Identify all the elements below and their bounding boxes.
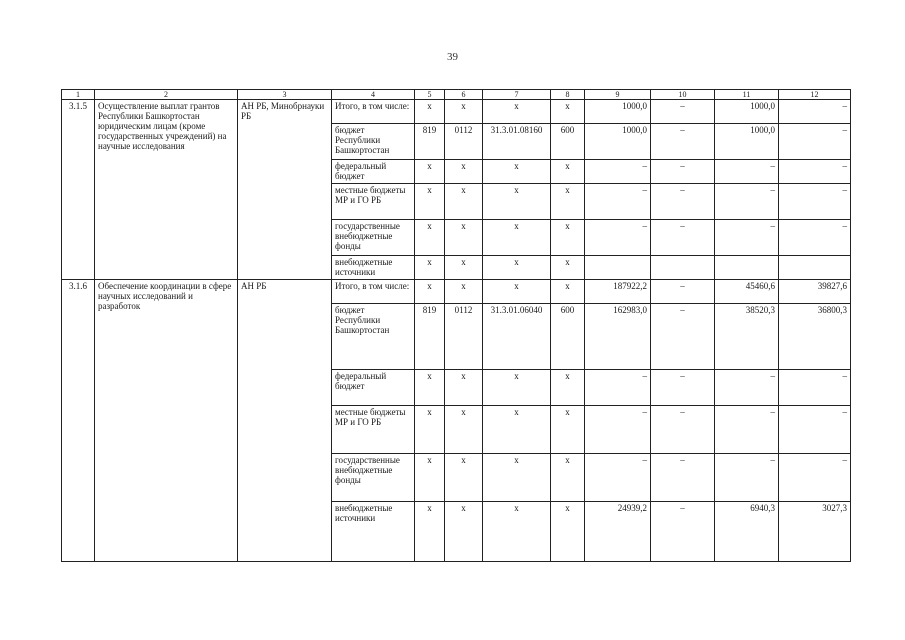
value-cell: 45460,6 (715, 280, 779, 304)
value-cell: 0112 (445, 304, 483, 370)
value-cell: – (651, 124, 715, 160)
column-header: 11 (715, 90, 779, 100)
value-cell: x (551, 502, 585, 562)
item-executor: АН РБ, Минобрнауки РБ (238, 100, 332, 280)
column-header: 7 (483, 90, 551, 100)
value-cell: 1000,0 (715, 124, 779, 160)
value-cell: 0112 (445, 124, 483, 160)
page-number: 39 (447, 51, 458, 63)
value-cell: – (651, 160, 715, 184)
value-cell: – (585, 220, 651, 256)
table-row (62, 280, 851, 304)
value-cell: x (551, 184, 585, 220)
value-cell: x (445, 220, 483, 256)
value-cell: x (415, 280, 445, 304)
funding-source-cell: бюджет Республики Башкортостан (332, 304, 415, 370)
value-cell: – (779, 184, 851, 220)
value-cell: x (551, 160, 585, 184)
value-cell: – (651, 454, 715, 502)
funding-source-cell: федеральный бюджет (332, 370, 415, 406)
value-cell: x (445, 502, 483, 562)
item-number: 3.1.6 (62, 280, 95, 562)
value-cell: – (715, 406, 779, 454)
value-cell: – (779, 124, 851, 160)
value-cell: – (779, 100, 851, 124)
value-cell: 187922,2 (585, 280, 651, 304)
value-cell: 36800,3 (779, 304, 851, 370)
column-header: 5 (415, 90, 445, 100)
value-cell: – (651, 370, 715, 406)
funding-source-cell: государственные внебюджетные фонды (332, 454, 415, 502)
value-cell: x (551, 100, 585, 124)
value-cell: x (445, 406, 483, 454)
column-header: 2 (95, 90, 238, 100)
value-cell: x (415, 406, 445, 454)
value-cell: – (779, 406, 851, 454)
value-cell: x (445, 100, 483, 124)
value-cell: 1000,0 (585, 100, 651, 124)
value-cell: 39827,6 (779, 280, 851, 304)
value-cell: – (585, 370, 651, 406)
value-cell: x (445, 184, 483, 220)
funding-source-cell: внебюджетные источники (332, 502, 415, 562)
value-cell: – (715, 184, 779, 220)
value-cell: x (551, 406, 585, 454)
value-cell: x (445, 370, 483, 406)
value-cell: x (415, 100, 445, 124)
value-cell: 38520,3 (715, 304, 779, 370)
value-cell: x (483, 406, 551, 454)
funding-source-cell: внебюджетные источники (332, 256, 415, 280)
budget-table (61, 89, 851, 562)
value-cell: x (483, 502, 551, 562)
column-header: 1 (62, 90, 95, 100)
value-cell: 600 (551, 304, 585, 370)
value-cell: 31.3.01.08160 (483, 124, 551, 160)
value-cell: – (715, 220, 779, 256)
value-cell: x (445, 280, 483, 304)
value-cell: x (483, 454, 551, 502)
value-cell: x (551, 454, 585, 502)
value-cell: x (483, 184, 551, 220)
value-cell: x (483, 220, 551, 256)
value-cell: x (415, 370, 445, 406)
value-cell: x (415, 184, 445, 220)
value-cell: x (483, 160, 551, 184)
value-cell: x (483, 256, 551, 280)
value-cell: x (483, 280, 551, 304)
column-header: 6 (445, 90, 483, 100)
value-cell: – (779, 160, 851, 184)
value-cell: – (651, 100, 715, 124)
value-cell: x (415, 160, 445, 184)
column-header: 9 (585, 90, 651, 100)
funding-source-cell: бюджет Республики Башкортостан (332, 124, 415, 160)
value-cell: x (445, 160, 483, 184)
value-cell: – (651, 280, 715, 304)
column-header: 4 (332, 90, 415, 100)
funding-source-cell: местные бюджеты МР и ГО РБ (332, 184, 415, 220)
value-cell: x (551, 370, 585, 406)
column-header: 3 (238, 90, 332, 100)
value-cell (585, 256, 651, 280)
value-cell: x (551, 256, 585, 280)
value-cell: – (715, 160, 779, 184)
value-cell: – (585, 184, 651, 220)
item-name: Осуществление выплат грантов Республики Башкортостан юридическим лицам (кроме государственных учреждений) на научные исследования (95, 100, 238, 280)
value-cell: x (483, 100, 551, 124)
item-name: Обеспечение координации в сфере научных исследований и разработок (95, 280, 238, 562)
column-number-row (62, 90, 851, 100)
value-cell: 24939,2 (585, 502, 651, 562)
value-cell: 162983,0 (585, 304, 651, 370)
value-cell: x (415, 502, 445, 562)
item-number: 3.1.5 (62, 100, 95, 280)
table-body (62, 100, 851, 562)
value-cell: 1000,0 (715, 100, 779, 124)
value-cell: x (445, 454, 483, 502)
funding-source-cell: Итого, в том числе: (332, 280, 415, 304)
value-cell: – (651, 304, 715, 370)
funding-source-cell: федеральный бюджет (332, 160, 415, 184)
value-cell: 600 (551, 124, 585, 160)
value-cell: 31.3.01.06040 (483, 304, 551, 370)
value-cell: – (585, 160, 651, 184)
value-cell: x (415, 220, 445, 256)
value-cell: – (715, 370, 779, 406)
item-executor: АН РБ (238, 280, 332, 562)
value-cell: – (651, 220, 715, 256)
value-cell: – (779, 454, 851, 502)
value-cell: – (651, 184, 715, 220)
column-header: 12 (779, 90, 851, 100)
funding-source-cell: государственные внебюджетные фонды (332, 220, 415, 256)
value-cell: x (551, 280, 585, 304)
value-cell: 1000,0 (585, 124, 651, 160)
value-cell: 819 (415, 304, 445, 370)
funding-source-cell: местные бюджеты МР и ГО РБ (332, 406, 415, 454)
funding-source-cell: Итого, в том числе: (332, 100, 415, 124)
value-cell: – (585, 454, 651, 502)
value-cell: x (551, 220, 585, 256)
value-cell: x (415, 256, 445, 280)
value-cell: – (715, 454, 779, 502)
value-cell (651, 256, 715, 280)
value-cell: x (445, 256, 483, 280)
value-cell: x (415, 454, 445, 502)
value-cell: 819 (415, 124, 445, 160)
value-cell: 6940,3 (715, 502, 779, 562)
column-header: 10 (651, 90, 715, 100)
value-cell (715, 256, 779, 280)
value-cell: – (651, 406, 715, 454)
table-row (62, 100, 851, 124)
value-cell: – (585, 406, 651, 454)
value-cell (779, 256, 851, 280)
value-cell: – (779, 220, 851, 256)
value-cell: – (651, 502, 715, 562)
value-cell: 3027,3 (779, 502, 851, 562)
value-cell: x (483, 370, 551, 406)
column-header: 8 (551, 90, 585, 100)
value-cell: – (779, 370, 851, 406)
